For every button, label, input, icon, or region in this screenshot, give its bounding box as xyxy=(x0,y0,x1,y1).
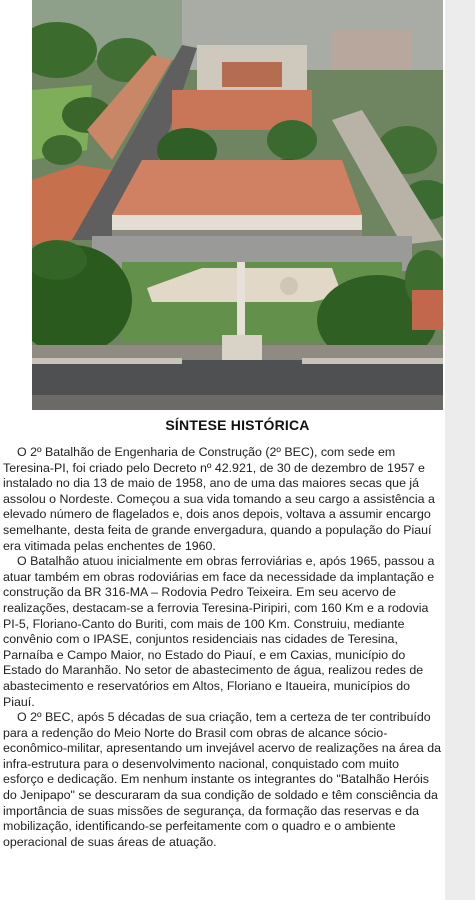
aerial-photo-battalion xyxy=(32,0,443,410)
paragraph: O 2º BEC, após 5 décadas de sua criação, tem a certeza de ter contribuído para a redenção do Meio Norte do Brasil com obras de alcance sócio-econômico-militar, apresentando um invejável acervo de realizações na área da infra-estrutura para o desenvolvimento nacional, conquistado com muito esforço e dedicação. Em nenhum instante os integrantes do "Batalhão Heróis do Jenipapo" se descuraram da sua condição de soldado e têm consciência da importância de suas missões de segurança, da formação das reservas e da mobilização, identificando-se perfeitamente com o quadro e o ambiente operacional de suas áreas de atuação. xyxy=(3,710,442,849)
section-title: SÍNTESE HISTÓRICA xyxy=(165,417,310,433)
history-text xyxy=(3,445,443,900)
scroll-track[interactable] xyxy=(445,0,475,900)
paragraph: O Batalhão atuou inicialmente em obras ferroviárias e, após 1965, passou a atuar também em obras rodoviárias em face da necessidade da implantação e construção da BR 316-MA – Rodovia Pedro Teixeira. Em seu acervo de realizações, destacam-se a ferrovia Teresina-Piripiri, com 160 Km e a rodovia PI-5, Floriano-Canto do Buriti, com mais de 100 Km. Construiu, mediante convênio com o IPASE, conjuntos residenciais nas cidades de Teresina, Parnaíba e Campo Maior, no Estado do Piauí, e em Caxias, município do Estado do Maranhão. No setor de abastecimento de água, realizou redes de abastecimento e reservatórios em Altos, Floriano e Itaueira, municípios do Piauí. xyxy=(3,554,435,709)
paragraph: O 2º Batalhão de Engenharia de Construção (2º BEC), com sede em Teresina-PI, foi criado pelo Decreto nº 42.921, de 30 de dezembro de 1957 e instalado no dia 13 de maio de 1958, ano de uma das maiores secas que já assolou o Nordeste. Começou a sua vida tomando a seu cargo a assistência a elevado número de flagelados e, dois anos depois, voltava a assumir encargo semelhante, desta feita de grande envergadura, quando a população do Piauí era vitimada pelas enchentes de 1960. xyxy=(3,445,435,553)
